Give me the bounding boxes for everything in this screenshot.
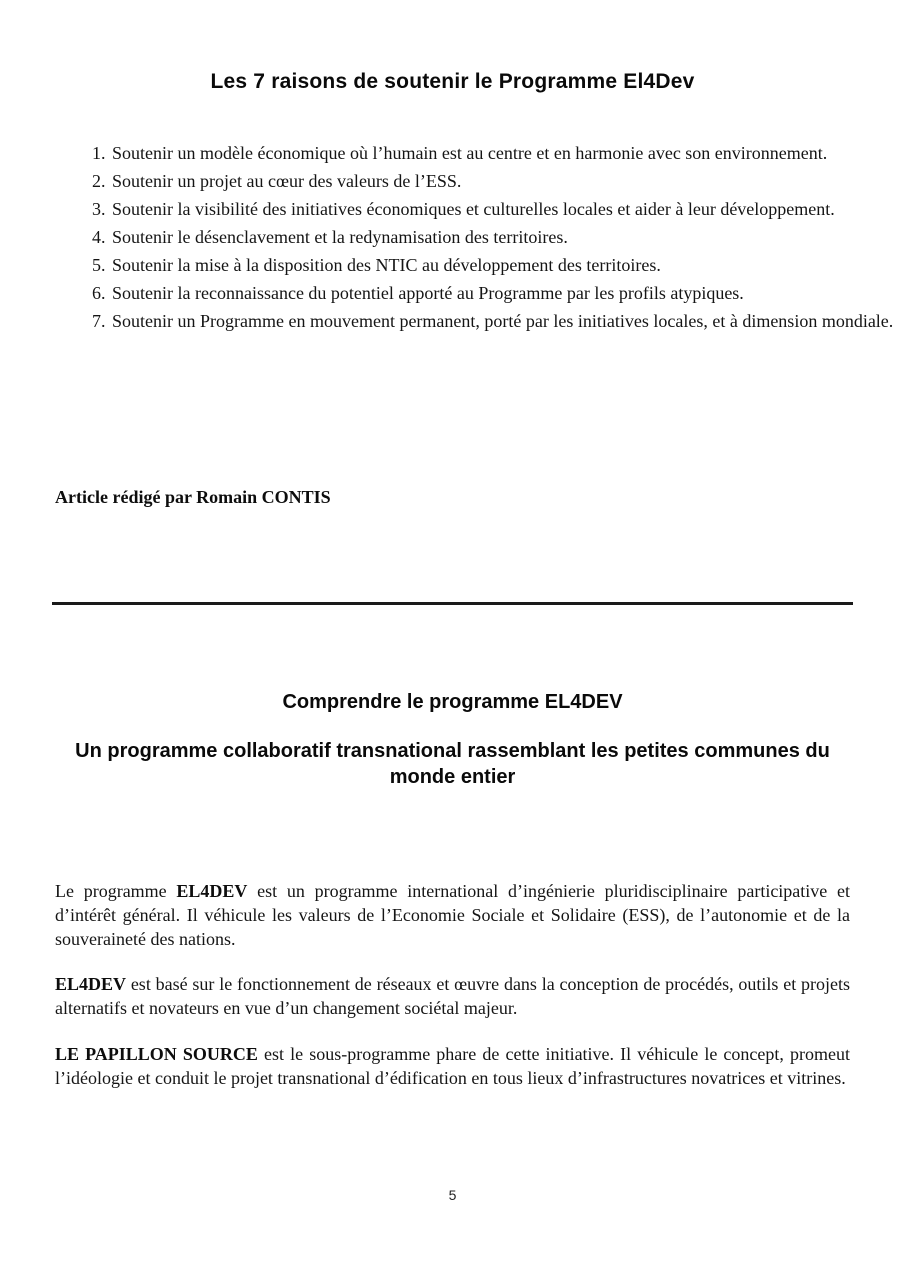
reason-item: 5. Soutenir la mise à la disposition des NTIC au développement des territoires. <box>110 251 905 279</box>
reasons-list <box>55 139 905 335</box>
paragraph-text: est un programme international d’ingénierie pluridisciplinaire participative et d’intérêt général. Il véhicule les valeurs de l’Economie Sociale et Solidaire (ESS), de l’autonomie et de la souveraineté des nations. <box>55 881 851 949</box>
section-heading: Comprendre le programme EL4DEV <box>282 690 623 713</box>
paragraph-bold-term: LE PAPILLON SOURCE <box>55 1044 258 1064</box>
reason-item: 7. Soutenir un Programme en mouvement permanent, porté par les initiatives locales, et à dimension mondiale. <box>110 307 905 335</box>
page-number: 5 <box>448 1187 457 1203</box>
body-paragraph <box>55 972 850 1020</box>
reason-item: 6. Soutenir la reconnaissance du potentiel apporté au Programme par les profils atypiques. <box>110 279 905 307</box>
paragraph-text: Le programme <box>55 881 177 901</box>
author-line: Article rédigé par Romain CONTIS <box>55 487 331 507</box>
paragraph-text: est le sous-programme phare de cette initiative. Il véhicule le concept, promeut l’idéologie et conduit le projet transnational d’édification en tous lieux d’infrastructures novatrices et vitrines. <box>55 1044 850 1088</box>
reason-item: 2. Soutenir un projet au cœur des valeurs de l’ESS. <box>110 167 905 195</box>
reason-item: 4. Soutenir le désenclavement et la redynamisation des territoires. <box>110 223 905 251</box>
body-paragraph <box>55 879 850 951</box>
paragraph-bold-term: EL4DEV <box>176 881 248 901</box>
section-subheading: Un programme collaboratif transnational rassemblant les petites communes du monde entier <box>75 740 830 788</box>
reason-item: 3. Soutenir la visibilité des initiatives économiques et culturelles locales et aider à leur développement. <box>110 195 905 223</box>
body-paragraph <box>55 1042 850 1090</box>
reason-item: 1. Soutenir un modèle économique où l’humain est au centre et en harmonie avec son environnement. <box>110 139 905 167</box>
document-title: Les 7 raisons de soutenir le Programme El4Dev <box>210 70 695 94</box>
paragraph-bold-term: EL4DEV <box>55 974 127 994</box>
section-divider <box>52 602 853 605</box>
paragraph-text: est basé sur le fonctionnement de réseaux et œuvre dans la conception de procédés, outils et projets alternatifs et novateurs en vue d’un changement sociétal majeur. <box>55 974 850 1018</box>
